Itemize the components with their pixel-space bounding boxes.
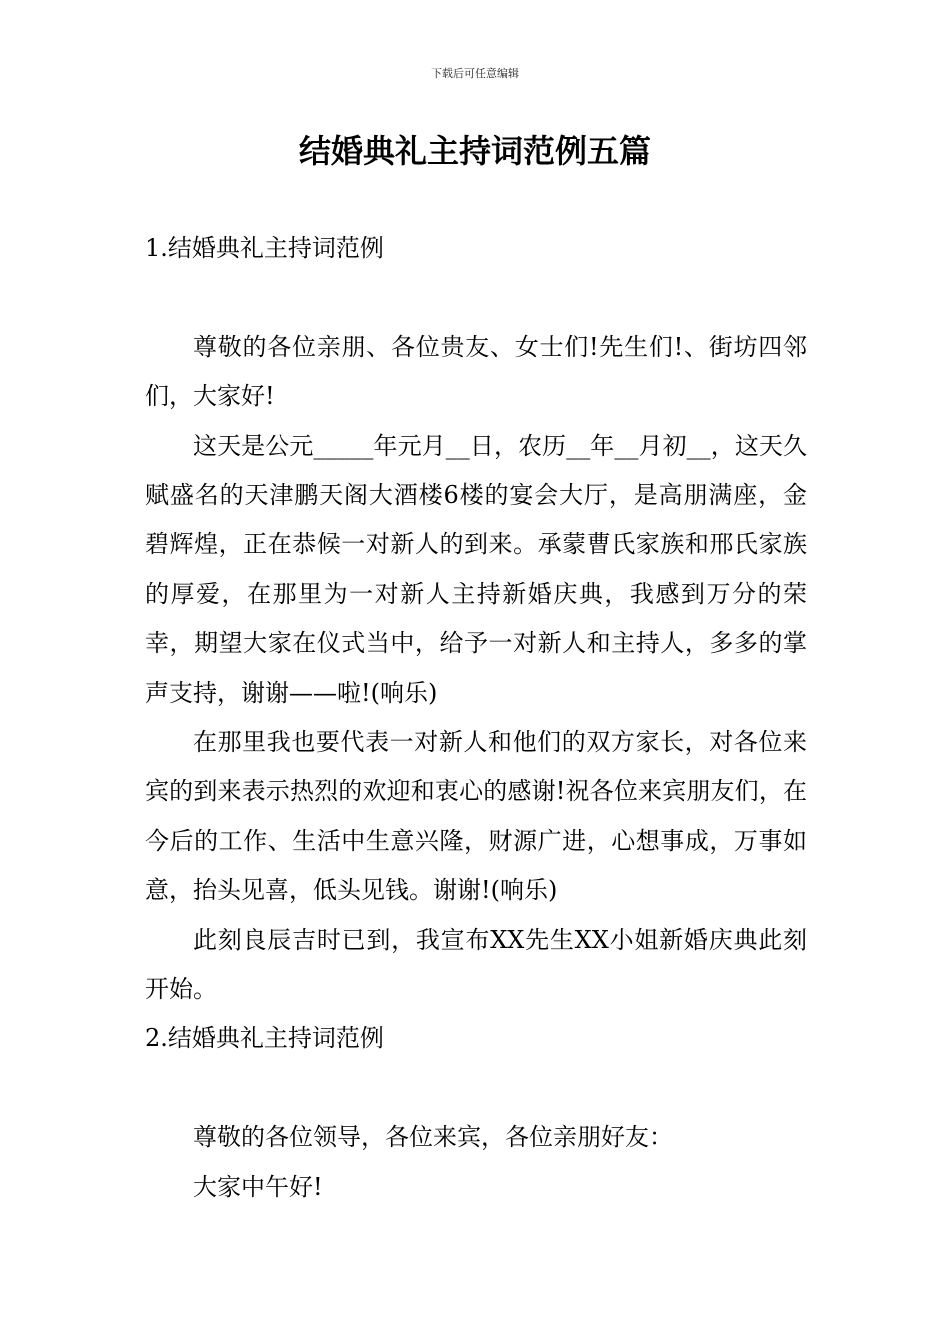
paragraph: 这天是公元_____年元月__日，农历__年__月初__，这天久赋盛名的天津鹏天阁大酒楼6楼的宴会大厅，是高朋满座，金碧辉煌，正在恭候一对新人的到来。承蒙曹氏家族和邢氏家族的厚爱，在那里为一对新人主持新婚庆典，我感到万分的荣幸，期望大家在仪式当中，给予一对新人和主持人，多多的掌声支持，谢谢——啦!(响乐)	[145, 431, 807, 707]
paragraph: 大家中午好!	[193, 1172, 323, 1201]
document-body	[145, 224, 807, 1212]
section-spacer	[145, 273, 807, 322]
section-heading-2: 2.结婚典礼主持词范例	[145, 1024, 384, 1053]
document-title: 结婚典礼主持词范例五篇	[298, 132, 651, 170]
paragraph: 尊敬的各位领导，各位来宾，各位亲朋好友：	[193, 1123, 673, 1152]
section-spacer	[145, 1064, 807, 1113]
paragraph: 在那里我也要代表一对新人和他们的双方家长，对各位来宾的到来表示热烈的欢迎和衷心的感谢!祝各位来宾朋友们，在今后的工作、生活中生意兴隆，财源广进，心想事成，万事如意，抬头见喜，低头见钱。谢谢!(响乐)	[145, 728, 807, 905]
section-heading-1: 1.结婚典礼主持词范例	[145, 234, 384, 262]
paragraph: 此刻良辰吉时已到，我宣布XX先生XX小姐新婚庆典此刻开始。	[145, 925, 807, 1004]
header-note: 下载后可任意编辑	[431, 67, 519, 80]
paragraph: 尊敬的各位亲朋、各位贵友、女士们!先生们!、街坊四邻们，大家好!	[145, 332, 807, 411]
